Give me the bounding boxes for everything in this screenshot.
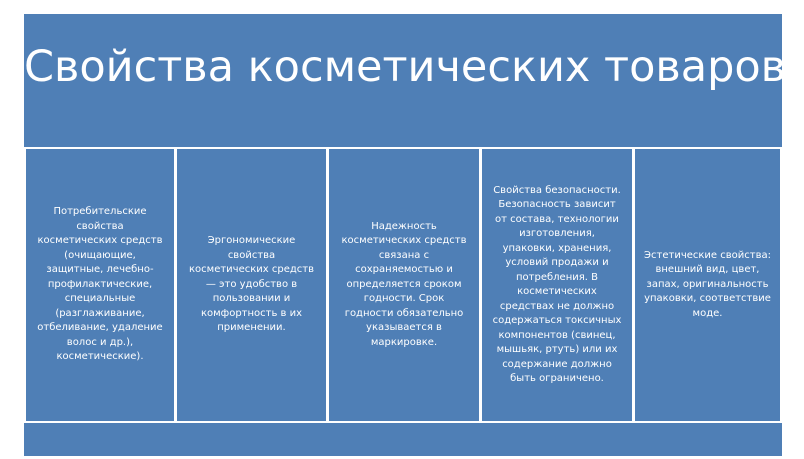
column-line: Безопасность зависит (498, 199, 616, 210)
column-text (331, 220, 477, 351)
column-line: сохраняемостью и (355, 264, 453, 276)
column-line: волос и др.), (66, 336, 134, 348)
column-line: быть ограничено. (510, 373, 604, 384)
column-line: содержаться токсичных (492, 315, 622, 326)
column-line: косметических средств (341, 235, 467, 247)
column-line: моде. (692, 307, 723, 319)
column-line: мышьяк, ртуть) или их (496, 344, 618, 355)
column-line: профилактические, (47, 278, 153, 290)
column-line: Надежность (371, 220, 437, 232)
column-line: годности. Срок (363, 293, 445, 305)
slide-title: Свойства косметических товаров (24, 42, 787, 92)
column-aesthetic-properties (635, 149, 780, 421)
column-line: содержание должно (502, 358, 612, 370)
column-line: свойства (76, 220, 124, 232)
column-line: (разглаживание, (55, 307, 145, 319)
column-line: упаковки, хранения, (502, 242, 612, 254)
column-line: специальные (64, 293, 136, 305)
properties-columns (24, 147, 782, 423)
column-line: косметических (517, 286, 597, 297)
column-line: связана с (378, 249, 430, 261)
column-consumer-properties (26, 149, 174, 421)
column-ergonomic-properties (177, 149, 326, 421)
column-line: компонентов (свинец, (498, 329, 616, 341)
column-line: потребления. В (516, 271, 598, 283)
column-line: Потребительские (53, 206, 147, 218)
column-line: упаковки, соответствие (644, 293, 771, 305)
column-line: свойства (227, 249, 276, 261)
column-line: определяется сроком (346, 278, 462, 290)
column-line: маркировке. (370, 336, 438, 348)
column-text (637, 249, 778, 322)
column-safety-properties (482, 149, 632, 421)
column-line: изготовления, (519, 228, 595, 239)
column-line: условий продажи и (505, 257, 609, 268)
column-line: косметических средств (37, 235, 163, 247)
column-line: пользовании и (212, 293, 291, 305)
column-line: защитные, лечебно- (46, 264, 154, 276)
column-line: — это удобство в (205, 278, 298, 290)
column-line: косметических средств (189, 264, 314, 276)
column-text (28, 205, 172, 365)
column-line: отбеливание, удаление (37, 322, 163, 334)
column-line: косметические). (56, 351, 144, 363)
column-line: указывается в (366, 322, 442, 334)
column-text (179, 234, 324, 336)
column-text (484, 184, 630, 387)
column-line: комфортность в их (200, 307, 303, 319)
column-line: Эргономические (207, 235, 296, 247)
column-line: применении. (217, 322, 286, 334)
column-line: Свойства безопасности. (493, 184, 621, 196)
column-line: запах, оригинальность (646, 278, 769, 290)
column-reliability (329, 149, 479, 421)
column-line: от состава, технологии (495, 213, 619, 225)
column-line: Эстетические свойства: (644, 249, 771, 261)
column-line: годности обязательно (344, 307, 464, 319)
column-line: средствах не должно (499, 300, 615, 312)
column-line: внешний вид, цвет, (655, 264, 760, 276)
column-line: (очищающие, (64, 249, 136, 261)
